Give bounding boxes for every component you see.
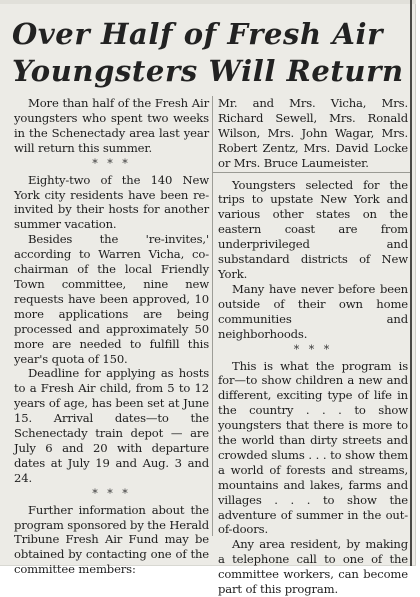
headline xyxy=(12,16,404,90)
section-break-stars: * * * xyxy=(92,156,131,170)
article-column-right xyxy=(218,96,408,597)
paragraph-reinvited: Eighty-two of the 140 New York city residents have been re-invited by their hosts for another summer vacation. xyxy=(14,172,209,232)
column-divider xyxy=(212,96,213,536)
paragraph-contact: Further information about the program sponsored by the Herald Tribune Fresh Air Fund may be obtained by contacting one of the committee members: xyxy=(14,502,209,577)
paragraph-quota: Besides the 're-invites,' according to Warren Vicha, co-chairman of the local Friendly Town committee, nine new requests have been approved, 10 more applications are being processed and approximately 50 more are needed to fulfill this year's quota of 150. xyxy=(14,232,209,366)
paragraph-program-purpose: This is what the program is for—to show children a new and different, exciting type of life in the country . . . to show youngsters that there is more to the world than dirty streets and crowded slums . . . to show them a world of forests and streams, mountains and lakes, farms and villages . . . to show the adventure of summer in the out-of-doors. xyxy=(218,358,408,537)
section-break-stars: * * * xyxy=(293,342,333,356)
section-break-stars: * * * xyxy=(92,486,131,500)
paragraph-never-outside: Many have never before been outside of their own home communities and neighborhoods. xyxy=(218,281,408,341)
paragraph-committee-members: Mr. and Mrs. Vicha, Mrs. Richard Sewell, Mrs. Ronald Wilson, Mrs. John Wagar, Mrs. Robert Zentz, Mrs. David Locke or Mrs. Bruce Laumeister. xyxy=(218,96,408,170)
article-column-left xyxy=(14,96,209,577)
column-rule-right xyxy=(410,0,412,566)
headline-line-1: Over Half of Fresh Air xyxy=(12,17,383,51)
paragraph-selection: Youngsters selected for the trips to upstate New York and various other states on the eastern coast are from underprivileged and substandard districts of New York. xyxy=(218,177,408,281)
headline-line-2: Youngsters Will Return xyxy=(12,54,404,88)
paragraph-deadline: Deadline for applying as hosts to a Fresh Air child, from 5 to 12 years of age, has been set at June 15. Arrival dates—to the Schenectady train depot — are July 6 and 20 with departure dates at July 19 and Aug. 3 and 24. xyxy=(14,366,209,485)
clipping-top-edge xyxy=(0,0,416,4)
paragraph-intro: More than half of the Fresh Air youngsters who spent two weeks in the Schenectady area last year will return this summer. xyxy=(14,96,209,155)
paragraph-call-to-action: Any area resident, by making a telephone call to one of the committee workers, can become part of this program. xyxy=(218,537,408,597)
